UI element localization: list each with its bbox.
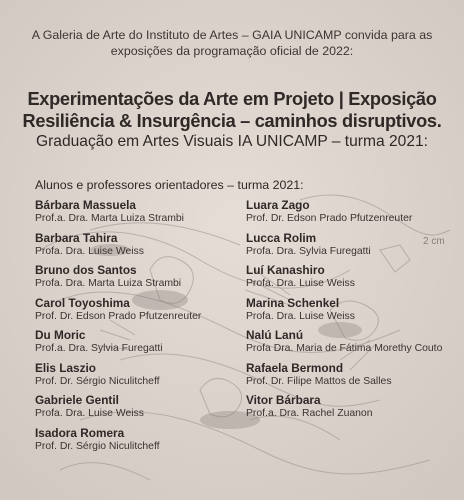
advisor-name: Profa Dra. Maria de Fátima Morethy Couto bbox=[246, 343, 443, 354]
section-heading: Alunos e professores orientadores – turma 2021: bbox=[35, 178, 304, 192]
student-entry bbox=[35, 328, 235, 355]
intro-line-2: exposições da programação oficial de 2022: bbox=[110, 44, 354, 58]
student-entry bbox=[246, 198, 461, 225]
exhibition-title bbox=[0, 88, 464, 132]
student-entry bbox=[35, 231, 235, 258]
advisor-name: Prof.a. Dra. Sylvia Furegatti bbox=[35, 343, 163, 354]
exhibition-subtitle: Graduação em Artes Visuais IA UNICAMP – turma 2021: bbox=[35, 133, 429, 150]
student-entry bbox=[246, 393, 461, 420]
student-entry bbox=[35, 426, 235, 453]
student-name: Elis Laszio bbox=[35, 360, 96, 375]
student-entry bbox=[246, 296, 461, 323]
student-name: Nalú Lanú bbox=[246, 328, 304, 342]
student-name: Barbara Tahira bbox=[35, 230, 118, 245]
student-name: Rafaela Bermond bbox=[246, 360, 344, 375]
advisor-name: Prof. Dr. Filipe Mattos de Salles bbox=[246, 375, 392, 387]
student-entry bbox=[35, 296, 235, 323]
advisor-name: Profa. Dra. Sylvia Furegatti bbox=[246, 245, 371, 257]
student-name: Carol Toyoshima bbox=[35, 295, 130, 310]
intro-line-1: A Galeria de Arte do Instituto de Artes – GAIA UNICAMP convida para as bbox=[31, 28, 433, 42]
student-entry bbox=[246, 328, 461, 355]
student-entry bbox=[35, 361, 235, 388]
students-left-column bbox=[35, 198, 235, 458]
student-entry bbox=[246, 361, 461, 388]
student-name: Gabriele Gentil bbox=[35, 393, 119, 407]
student-entry bbox=[35, 393, 235, 420]
students-right-column bbox=[246, 198, 461, 426]
student-name: Du Moric bbox=[35, 328, 86, 342]
advisor-name: Prof. Dr. Edson Prado Pfutzenreuter bbox=[246, 213, 413, 224]
student-name: Bruno dos Santos bbox=[35, 263, 137, 277]
student-name: Isadora Romera bbox=[35, 425, 125, 440]
advisor-name: Profa. Dra. Luise Weiss bbox=[246, 278, 355, 289]
student-name: Luara Zago bbox=[246, 198, 310, 212]
advisor-name: Prof. Dr. Edson Prado Pfutzenreuter bbox=[35, 310, 202, 322]
student-entry bbox=[246, 263, 461, 290]
title-line-1: Experimentações da Arte em Projeto | Exposição bbox=[27, 89, 437, 109]
student-entry bbox=[35, 263, 235, 290]
intro-text bbox=[0, 27, 464, 59]
advisor-name: Profa. Dra. Luise Weiss bbox=[35, 408, 144, 419]
student-name: Marina Schenkel bbox=[246, 295, 340, 310]
student-name: Lucca Rolim bbox=[246, 230, 317, 245]
advisor-name: Prof. Dr. Sérgio Niculitcheff bbox=[35, 440, 160, 452]
advisor-name: Prof.a. Dra. Rachel Zuanon bbox=[246, 408, 373, 419]
advisor-name: Profa. Dra. Marta Luiza Strambi bbox=[35, 278, 182, 289]
advisor-name: Prof.a. Dra. Marta Luiza Strambi bbox=[35, 213, 184, 224]
student-name: Vitor Bárbara bbox=[246, 393, 321, 407]
title-line-2: Resiliência & Insurgência – caminhos disruptivos. bbox=[22, 111, 442, 131]
advisor-name: Profa. Dra. Luise Weiss bbox=[246, 310, 355, 322]
student-name: Bárbara Massuela bbox=[35, 198, 136, 212]
advisor-name: Prof. Dr. Sérgio Niculitcheff bbox=[35, 375, 160, 387]
advisor-name: Profa. Dra. Luise Weiss bbox=[35, 245, 144, 257]
student-entry bbox=[35, 198, 235, 225]
sketch-note: 2 cm bbox=[423, 236, 445, 247]
student-name: Luí Kanashiro bbox=[246, 263, 325, 277]
